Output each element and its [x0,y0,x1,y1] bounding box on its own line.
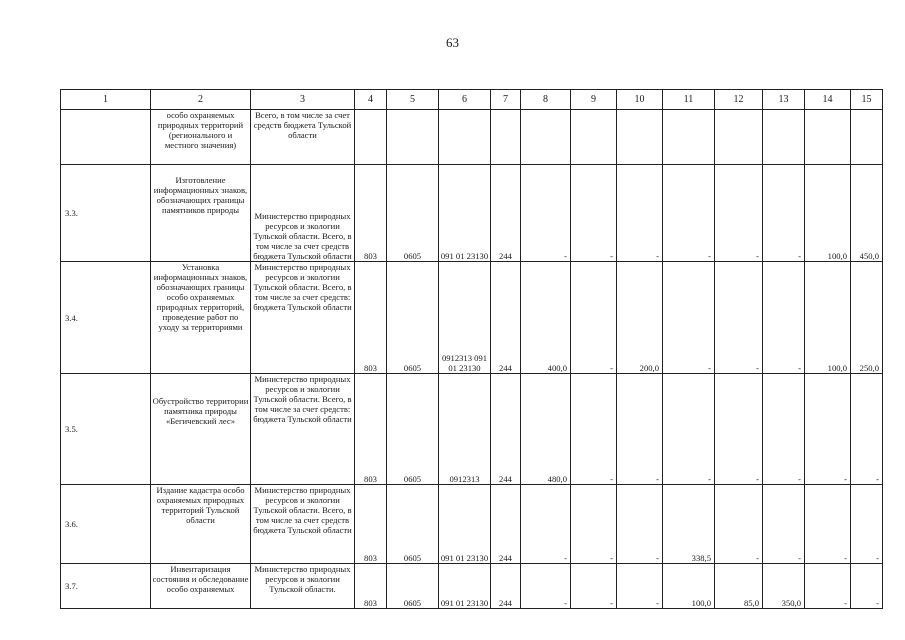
cell-amount: 200,0 [617,262,663,374]
cell-csr: 091 01 23130 [439,165,491,262]
cell-amount: - [663,374,715,485]
cell-amount: - [805,485,851,564]
cell-amount: - [715,485,763,564]
column-header: 2 [151,90,251,110]
activity-name: Инвентаризация состояния и обследование особо охраняемых [151,564,251,609]
column-header: 3 [251,90,355,110]
cell-grbs: 803 [355,165,387,262]
column-header: 4 [355,90,387,110]
executor: Министерство природных ресурсов и экологии Тульской области. Всего, в том числе за счет средств бюджета Тульской области [251,165,355,262]
table-row [61,564,883,609]
cell-amount: 350,0 [763,564,805,609]
cell-vr: 244 [491,165,521,262]
column-header: 12 [715,90,763,110]
cell-amount: - [663,165,715,262]
cell-rzpr: 0605 [387,564,439,609]
cell-vr: 244 [491,374,521,485]
cell-amount: - [763,262,805,374]
table-header-row [61,90,883,110]
cell-csr: 091 01 23130 [439,564,491,609]
cell-amount [617,110,663,165]
column-header: 6 [439,90,491,110]
cell-grbs [355,110,387,165]
cell-amount: - [521,165,571,262]
row-number: 3.5. [61,374,151,485]
column-header: 7 [491,90,521,110]
cell-amount: - [715,374,763,485]
cell-amount: 100,0 [805,165,851,262]
cell-amount: - [617,564,663,609]
column-header: 13 [763,90,805,110]
cell-amount: - [663,262,715,374]
column-header: 10 [617,90,663,110]
cell-amount: 100,0 [805,262,851,374]
cell-amount: 400,0 [521,262,571,374]
cell-amount: - [763,165,805,262]
cell-amount: - [763,485,805,564]
cell-csr: 091 01 23130 [439,485,491,564]
cell-amount: - [805,564,851,609]
cell-grbs: 803 [355,564,387,609]
cell-rzpr: 0605 [387,485,439,564]
table-row [61,110,883,165]
cell-amount: - [571,165,617,262]
row-number: 3.3. [61,165,151,262]
cell-rzpr [387,110,439,165]
cell-amount [805,110,851,165]
cell-vr: 244 [491,262,521,374]
cell-amount: - [617,485,663,564]
cell-grbs: 803 [355,262,387,374]
row-number: 3.7. [61,564,151,609]
cell-amount: - [617,165,663,262]
cell-amount [851,110,883,165]
cell-amount: 85,0 [715,564,763,609]
cell-amount [521,110,571,165]
cell-amount: - [521,485,571,564]
cell-amount: - [851,374,883,485]
cell-amount [763,110,805,165]
cell-amount: - [617,374,663,485]
activity-name: Установка информационных знаков, обозначающих границы особо охраняемых природных территорий, проведение работ по уходу за территориями [151,262,251,374]
cell-vr: 244 [491,485,521,564]
executor: Министерство природных ресурсов и экологии Тульской области. Всего, в том числе за счет средств бюджета Тульской области [251,485,355,564]
table-row [61,485,883,564]
column-header: 9 [571,90,617,110]
cell-amount: - [763,374,805,485]
cell-csr: 0912313 [439,374,491,485]
activity-name: особо охраняемых природных территорий (регионального и местного значения) [151,110,251,165]
cell-amount [663,110,715,165]
cell-amount: - [851,564,883,609]
cell-amount: - [851,485,883,564]
cell-amount: 100,0 [663,564,715,609]
cell-amount: 250,0 [851,262,883,374]
column-header: 1 [61,90,151,110]
cell-amount: 480,0 [521,374,571,485]
column-header: 5 [387,90,439,110]
row-number: 3.6. [61,485,151,564]
table-row [61,262,883,374]
column-header: 14 [805,90,851,110]
cell-amount: - [715,262,763,374]
cell-csr: 0912313 091 01 23130 [439,262,491,374]
cell-csr [439,110,491,165]
cell-amount [715,110,763,165]
activity-name: Изготовление информационных знаков, обозначающих границы памятников природы [151,165,251,262]
cell-amount: - [521,564,571,609]
cell-rzpr: 0605 [387,262,439,374]
cell-rzpr: 0605 [387,165,439,262]
cell-amount: 338,5 [663,485,715,564]
row-number: 3.4. [61,262,151,374]
cell-amount: - [571,485,617,564]
cell-amount: - [571,564,617,609]
table-row [61,165,883,262]
column-header: 8 [521,90,571,110]
executor: Министерство природных ресурсов и экологии Тульской области. [251,564,355,609]
cell-rzpr: 0605 [387,374,439,485]
row-number [61,110,151,165]
executor: Всего, в том числе за счет средств бюджета Тульской области [251,110,355,165]
budget-table [60,89,883,609]
cell-vr: 244 [491,564,521,609]
cell-grbs: 803 [355,485,387,564]
cell-amount: - [715,165,763,262]
column-header: 11 [663,90,715,110]
cell-vr [491,110,521,165]
executor: Министерство природных ресурсов и экологии Тульской области. Всего, в том числе за счет средств: бюджета Тульской области [251,262,355,374]
executor: Министерство природных ресурсов и экологии Тульской области. Всего, в том числе за счет средств: бюджета Тульской области [251,374,355,485]
activity-name: Издание кадастра особо охраняемых природных территорий Тульской области [151,485,251,564]
cell-amount: - [571,374,617,485]
cell-amount: - [805,374,851,485]
table-row [61,374,883,485]
page-number: 63 [446,35,459,50]
activity-name: Обустройство территории памятника природы «Бегичевский лес» [151,374,251,485]
cell-amount: 450,0 [851,165,883,262]
cell-amount: - [571,262,617,374]
cell-amount [571,110,617,165]
cell-grbs: 803 [355,374,387,485]
column-header: 15 [851,90,883,110]
